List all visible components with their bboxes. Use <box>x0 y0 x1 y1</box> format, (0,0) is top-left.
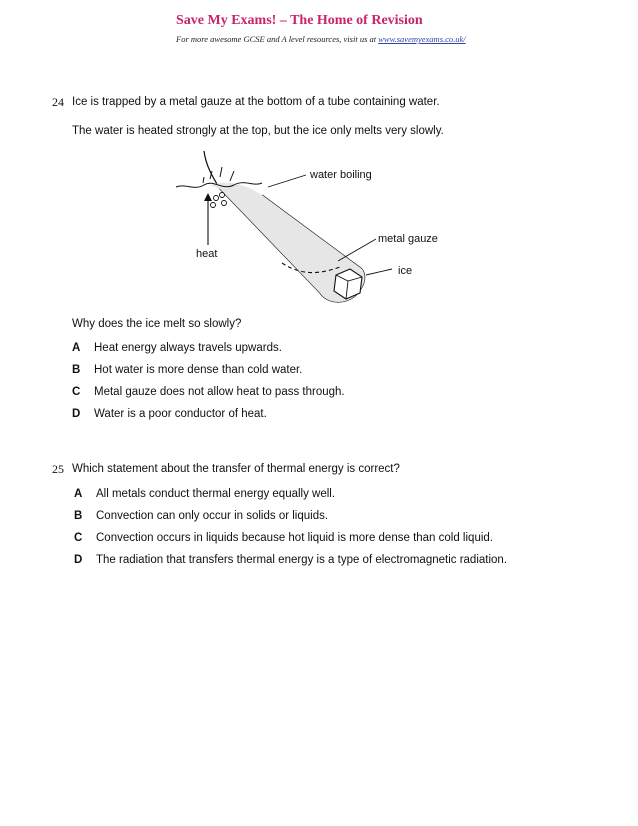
website-link[interactable]: www.savemyexams.co.uk/ <box>378 34 466 44</box>
option-text: Water is a poor conductor of heat. <box>94 408 267 420</box>
option-text: Metal gauze does not allow heat to pass through. <box>94 386 345 398</box>
metal-gauze-leader <box>338 239 376 261</box>
label-heat: heat <box>196 248 218 260</box>
question-25-number: 25 <box>52 462 64 476</box>
header-subtitle-text: For more awesome GCSE and A level resources, visit us at <box>176 34 379 44</box>
option-text: The radiation that transfers thermal energy is a type of electromagnetic radiation. <box>96 554 508 566</box>
option-letter: B <box>72 364 81 376</box>
label-ice: ice <box>398 265 413 277</box>
header-title: Save My Exams! – The Home of Revision <box>176 13 423 28</box>
option-letter: B <box>74 510 83 522</box>
option-text: Convection can only occur in solids or liquids. <box>96 510 329 522</box>
bubble <box>214 196 219 201</box>
option-letter: A <box>74 488 83 500</box>
tube-diagram-svg <box>170 145 470 320</box>
option-text: All metals conduct thermal energy equally well. <box>96 488 336 500</box>
option-letter: A <box>72 342 81 354</box>
question-24-context: The water is heated strongly at the top, but the ice only melts very slowly. <box>72 125 444 137</box>
question-25-stem: Which statement about the transfer of thermal energy is correct? <box>72 463 400 475</box>
option-letter: D <box>72 408 81 420</box>
bubble <box>211 203 216 208</box>
header-subtitle <box>176 34 466 44</box>
option-text: Convection occurs in liquids because hot liquid is more dense than cold liquid. <box>96 532 493 544</box>
option-letter: C <box>72 386 81 398</box>
label-metal-gauze: metal gauze <box>378 233 438 245</box>
question-24-number: 24 <box>52 95 64 109</box>
label-water-boiling: water boiling <box>310 169 372 181</box>
tube-diagram <box>170 145 470 320</box>
option-letter: C <box>74 532 83 544</box>
water-boiling-leader <box>268 175 306 187</box>
question-24-prompt: Why does the ice melt so slowly? <box>72 318 242 330</box>
boiling-marks <box>203 167 234 183</box>
bubble <box>220 193 225 198</box>
ice-leader <box>366 269 392 275</box>
question-24-stem: Ice is trapped by a metal gauze at the bottom of a tube containing water. <box>72 96 440 108</box>
heat-arrowhead <box>204 193 212 201</box>
bubble <box>222 201 227 206</box>
option-text: Heat energy always travels upwards. <box>94 342 282 354</box>
option-text: Hot water is more dense than cold water. <box>94 364 303 376</box>
option-letter: D <box>74 554 83 566</box>
